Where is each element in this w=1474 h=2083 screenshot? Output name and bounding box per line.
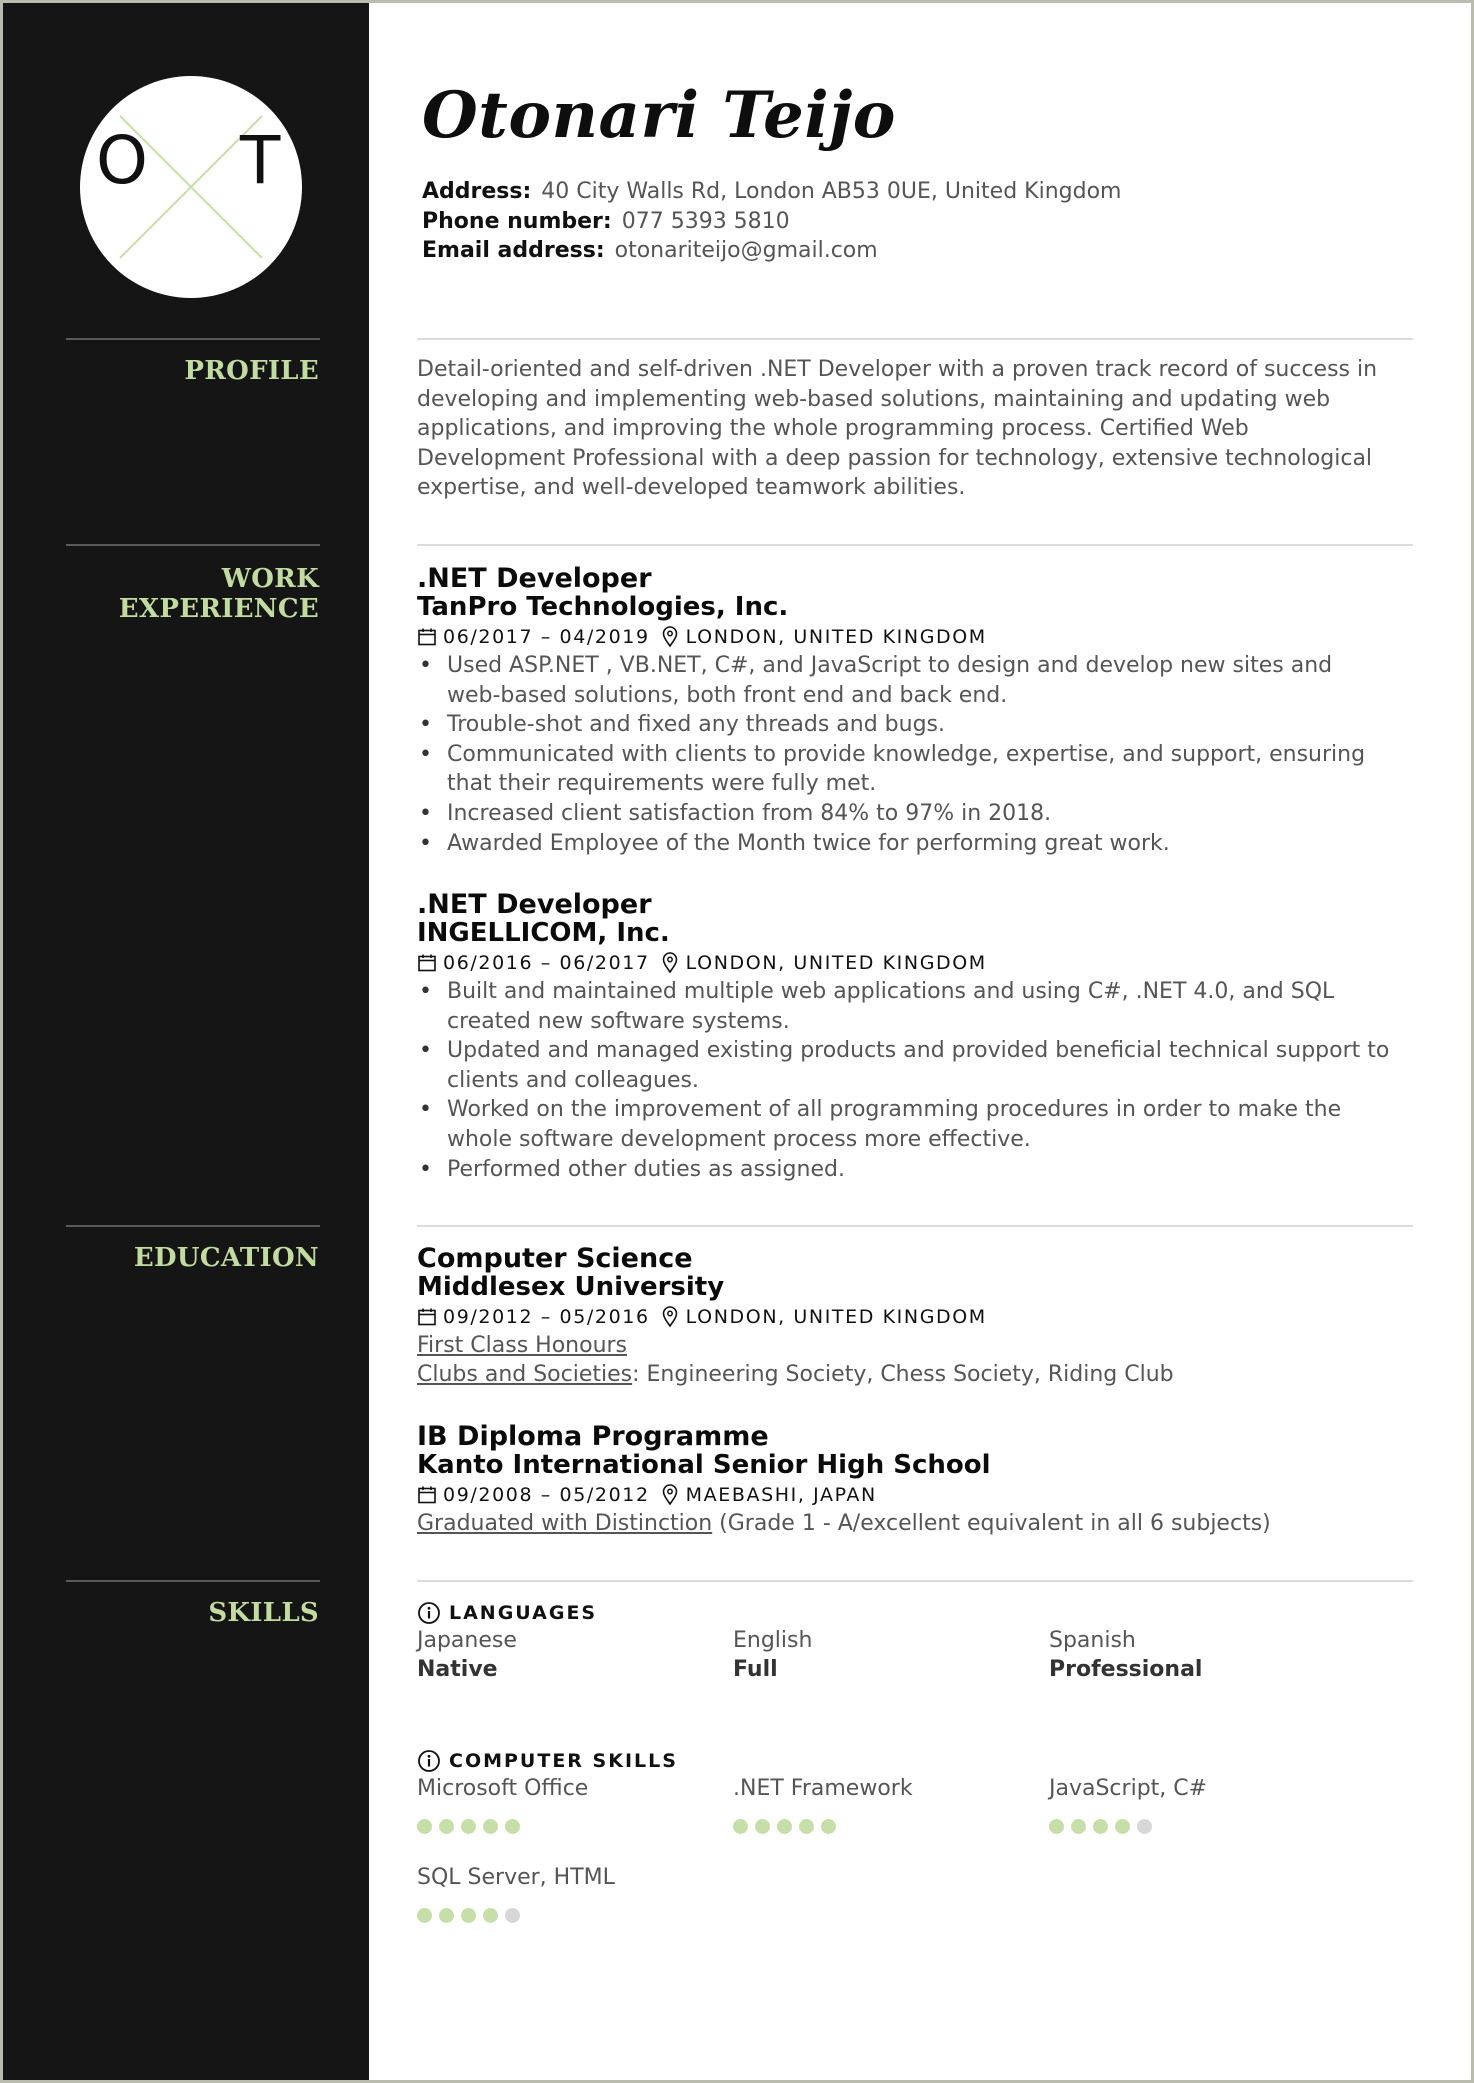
job-meta — [417, 624, 987, 650]
profile-text — [417, 355, 1402, 503]
clubs-text: : Engineering Society, Chess Society, Riding Club — [632, 1362, 1174, 1387]
list-item: • Performed other duties as assigned. — [417, 1155, 1397, 1185]
distinction-line — [417, 1509, 1271, 1539]
sidebar-rule-profile — [66, 338, 320, 340]
school-name: Middlesex University — [417, 1272, 725, 1302]
section-heading-work: WORK — [221, 564, 319, 594]
rating-dot-filled — [1071, 1819, 1086, 1834]
profile-line: applications, and improving the whole programming process. Certified Web — [417, 416, 1249, 442]
contact-phone — [422, 207, 790, 237]
language-level: Professional — [1049, 1657, 1203, 1682]
info-circle-icon — [417, 1601, 441, 1625]
education-meta — [417, 1482, 877, 1508]
candidate-name: Otonari Teijo — [422, 78, 896, 153]
honours-link[interactable]: First Class Honours — [417, 1333, 628, 1358]
rating-dot-filled — [483, 1908, 498, 1923]
school-name: Kanto International Senior High School — [417, 1450, 991, 1480]
skill-rating — [417, 1819, 527, 1834]
rating-dot-empty — [505, 1908, 520, 1923]
job-bullets — [417, 977, 1397, 1184]
skills-divider — [417, 1580, 1413, 1582]
section-heading-experience: EXPERIENCE — [118, 594, 319, 624]
education-dates: 09/2012 – 05/2016 — [443, 1306, 650, 1328]
degree-title: IB Diploma Programme — [417, 1421, 769, 1452]
phone-label: Phone number: — [422, 209, 612, 234]
list-item: • Awarded Employee of the Month twice for performing great work. — [417, 829, 1397, 859]
sidebar-rule-skills — [66, 1580, 320, 1582]
honours-line — [417, 1331, 627, 1361]
address-label: Address: — [422, 179, 532, 204]
computer-skill-name: JavaScript, C# — [1049, 1776, 1208, 1801]
rating-dot-filled — [461, 1908, 476, 1923]
rating-dot-filled — [1115, 1819, 1130, 1834]
language-level: Native — [417, 1657, 498, 1682]
clubs-line — [417, 1360, 1174, 1390]
monogram-right-letter: T — [240, 122, 281, 199]
phone-value: 077 5393 5810 — [621, 209, 790, 234]
computer-skills-heading: COMPUTER SKILLS — [417, 1749, 678, 1773]
rating-dot-filled — [461, 1819, 476, 1834]
job-title: .NET Developer — [417, 889, 652, 920]
list-item: • Worked on the improvement of all programming procedures in order to make the whole software development process more effective. — [417, 1095, 1397, 1154]
profile-divider — [417, 338, 1413, 340]
job-location: LONDON, UNITED KINGDOM — [685, 952, 987, 974]
rating-dot-filled — [733, 1819, 748, 1834]
job-location: LONDON, UNITED KINGDOM — [685, 626, 987, 648]
rating-dot-filled — [1093, 1819, 1108, 1834]
contact-address — [422, 177, 1121, 207]
rating-dot-empty — [1137, 1819, 1152, 1834]
map-pin-icon — [662, 952, 678, 974]
section-heading-skills: SKILLS — [208, 1598, 319, 1628]
work-divider — [417, 544, 1413, 546]
email-label: Email address: — [422, 238, 605, 263]
map-pin-icon — [662, 626, 678, 648]
education-dates: 09/2008 – 05/2012 — [443, 1484, 650, 1506]
languages-heading: LANGUAGES — [417, 1601, 597, 1625]
monogram-avatar — [80, 76, 302, 298]
education-divider — [417, 1225, 1413, 1227]
calendar-icon — [417, 627, 437, 647]
language-name: English — [733, 1628, 813, 1653]
clubs-link[interactable]: Clubs and Societies — [417, 1362, 633, 1387]
rating-dot-filled — [483, 1819, 498, 1834]
skill-rating — [1049, 1819, 1159, 1834]
info-circle-icon — [417, 1749, 441, 1773]
profile-line: Detail-oriented and self-driven .NET Developer with a proven track record of success in — [417, 357, 1378, 382]
address-value: 40 City Walls Rd, London AB53 0UE, United Kingdom — [541, 179, 1122, 204]
sidebar — [3, 3, 369, 2080]
degree-title: Computer Science — [417, 1243, 693, 1274]
sidebar-rule-education — [66, 1225, 320, 1227]
distinction-link[interactable]: Graduated with Distinction — [417, 1511, 713, 1536]
computer-skill-name: .NET Framework — [733, 1776, 913, 1801]
map-pin-icon — [662, 1484, 678, 1506]
distinction-note: (Grade 1 - A/excellent equivalent in all 6 subjects) — [712, 1511, 1271, 1536]
rating-dot-filled — [439, 1908, 454, 1923]
education-location: LONDON, UNITED KINGDOM — [685, 1306, 987, 1328]
job-company: TanPro Technologies, Inc. — [417, 592, 789, 622]
list-item: • Built and maintained multiple web applications and using C#, .NET 4.0, and SQL created new software systems. — [417, 977, 1397, 1036]
language-name: Japanese — [417, 1628, 517, 1653]
job-company: INGELLICOM, Inc. — [417, 918, 670, 948]
education-meta — [417, 1304, 987, 1330]
rating-dot-filled — [439, 1819, 454, 1834]
rating-dot-filled — [417, 1908, 432, 1923]
sidebar-rule-work — [66, 544, 320, 546]
profile-line: developing and implementing web-based solutions, maintaining and updating web — [417, 386, 1331, 412]
computer-skill-name: SQL Server, HTML — [417, 1865, 615, 1890]
list-item: • Updated and managed existing products and provided beneficial technical support to clients and colleagues. — [417, 1036, 1397, 1095]
profile-line: expertise, and well-developed teamwork abilities. — [417, 475, 966, 501]
job-title: .NET Developer — [417, 563, 652, 594]
map-pin-icon — [662, 1306, 678, 1328]
email-value: otonariteijo@gmail.com — [614, 238, 878, 263]
profile-line: Development Professional with a deep passion for technology, extensive technological — [417, 445, 1373, 471]
rating-dot-filled — [417, 1819, 432, 1834]
computer-skill-name: Microsoft Office — [417, 1776, 589, 1801]
skill-rating — [417, 1908, 527, 1923]
education-location: MAEBASHI, JAPAN — [685, 1484, 877, 1506]
job-dates: 06/2017 – 04/2019 — [443, 626, 650, 648]
job-meta — [417, 950, 987, 976]
rating-dot-filled — [505, 1819, 520, 1834]
list-item: • Communicated with clients to provide knowledge, expertise, and support, ensuring that their requirements were fully met. — [417, 740, 1397, 799]
contact-email — [422, 236, 878, 266]
calendar-icon — [417, 1485, 437, 1505]
list-item: • Used ASP.NET , VB.NET, C#, and JavaScript to design and develop new sites and web-based solutions, both front end and back end. — [417, 651, 1397, 710]
rating-dot-filled — [1049, 1819, 1064, 1834]
rating-dot-filled — [821, 1819, 836, 1834]
section-heading-education: EDUCATION — [133, 1243, 319, 1273]
calendar-icon — [417, 1307, 437, 1327]
rating-dot-filled — [799, 1819, 814, 1834]
section-heading-profile: PROFILE — [184, 356, 319, 386]
rating-dot-filled — [755, 1819, 770, 1834]
calendar-icon — [417, 953, 437, 973]
list-item: • Trouble-shot and fixed any threads and bugs. — [417, 710, 1397, 740]
job-bullets — [417, 651, 1397, 858]
rating-dot-filled — [777, 1819, 792, 1834]
skill-rating — [733, 1819, 843, 1834]
language-level: Full — [733, 1657, 778, 1682]
list-item: • Increased client satisfaction from 84% to 97% in 2018. — [417, 799, 1397, 829]
job-dates: 06/2016 – 06/2017 — [443, 952, 650, 974]
language-name: Spanish — [1049, 1628, 1136, 1653]
monogram-left-letter: O — [96, 122, 148, 199]
